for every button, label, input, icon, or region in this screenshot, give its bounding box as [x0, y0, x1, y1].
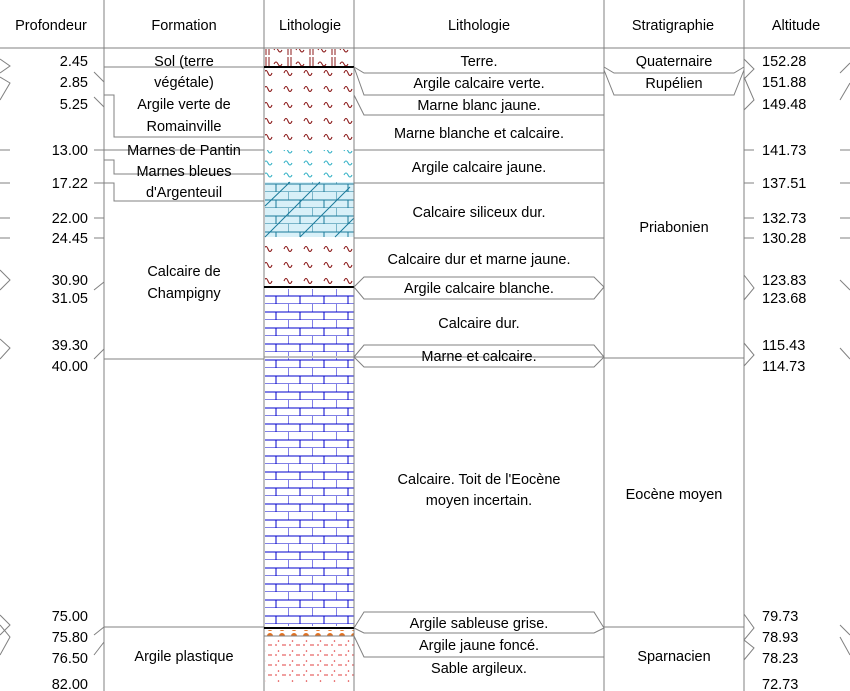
depth-label: 39.30 [51, 338, 88, 354]
depth-label: 31.05 [51, 291, 88, 307]
lithology-label: Calcaire dur et marne jaune. [387, 252, 571, 268]
litho-gravel [265, 630, 354, 636]
altitude-label: 123.83 [762, 273, 807, 289]
stratigraphy-label: Eocène moyen [625, 487, 723, 503]
formation-label: Calcaire de [147, 264, 221, 280]
litho-limestone-main [265, 358, 354, 626]
lithology-label: Marne et calcaire. [421, 349, 537, 365]
stratigraphy-label: Sparnacien [637, 649, 711, 665]
depth-label: 76.50 [51, 651, 88, 667]
lithology-label: Argile calcaire blanche. [404, 281, 554, 297]
altitude-label: 130.28 [762, 231, 807, 247]
formation-label: Argile verte de [137, 97, 231, 113]
depth-label: 5.25 [59, 97, 88, 113]
litho-sand [265, 637, 354, 683]
altitude-label: 152.28 [762, 54, 807, 70]
depth-label: 13.00 [51, 143, 88, 159]
formation-label: d'Argenteuil [145, 185, 223, 201]
altitude-label: 137.51 [762, 176, 807, 192]
altitude-label: 115.43 [762, 338, 806, 354]
lithology-label: Calcaire siliceux dur. [412, 205, 546, 221]
altitude-label: 132.73 [762, 211, 807, 227]
formation-label: Marnes de Pantin [127, 143, 241, 159]
depth-label: 2.85 [59, 75, 88, 91]
header-lithology: Lithologie [447, 18, 511, 34]
altitude-label: 151.88 [762, 75, 807, 91]
lithology-label: Argile jaune foncé. [418, 638, 540, 654]
altitude-label: 72.73 [762, 677, 799, 691]
lithology-label: Marne blanche et calcaire. [393, 126, 565, 142]
litho-yellow-clay [265, 150, 354, 182]
depth-label: 30.90 [51, 273, 88, 289]
lithology-label: Argile calcaire verte. [413, 76, 545, 92]
header-stratigraphy: Stratigraphie [631, 18, 715, 34]
stratigraphy-label: Rupélien [645, 76, 703, 92]
formation-label: Argile plastique [134, 649, 234, 665]
lithology-label: Argile calcaire jaune. [411, 160, 547, 176]
lithology-label: moyen incertain. [425, 493, 533, 509]
depth-label: 75.00 [51, 609, 88, 625]
depth-label: 22.00 [51, 211, 88, 227]
altitude-label: 79.73 [762, 609, 799, 625]
formation-label: Marnes bleues [136, 164, 232, 180]
lithology-label: Marne blanc jaune. [417, 98, 541, 114]
formation-label: végétale) [154, 75, 214, 91]
lithology-labels [388, 54, 571, 677]
litho-green-clay [265, 67, 354, 149]
stratigraphy-labels [626, 54, 723, 665]
lithology-label: Argile sableuse grise. [409, 616, 549, 632]
depth-label: 40.00 [51, 359, 88, 375]
altitude-label: 123.68 [762, 291, 807, 307]
litho-siliceous-limestone [265, 182, 354, 237]
lithology-label: Calcaire dur. [438, 316, 520, 332]
altitude-label: 149.48 [762, 97, 807, 113]
lithology-label: Terre. [460, 54, 498, 70]
altitude-labels [762, 54, 806, 691]
formation-label: Champigny [147, 286, 221, 302]
header-row [15, 18, 820, 34]
altitude-label: 78.93 [762, 630, 799, 646]
litho-limestone-upper [265, 289, 354, 356]
lithology-label: Sable argileux. [431, 661, 527, 677]
depth-labels [52, 54, 88, 691]
formation-label: Romainville [146, 119, 222, 135]
header-altitude: Altitude [771, 18, 821, 34]
depth-label: 17.22 [51, 176, 88, 192]
litho-limestone-marl [265, 238, 354, 286]
depth-label: 82.00 [51, 677, 88, 691]
lithology-column [265, 49, 354, 683]
litho-soil [265, 49, 354, 66]
lithology-label: Calcaire. Toit de l'Eocène [397, 472, 561, 488]
header-depth: Profondeur [15, 18, 87, 34]
depth-label: 24.45 [51, 231, 88, 247]
depth-label: 2.45 [59, 54, 88, 70]
header-lithology-pattern: Lithologie [278, 18, 342, 34]
formation-label: Sol (terre [154, 54, 214, 70]
header-formation: Formation [151, 18, 217, 34]
altitude-label: 114.73 [762, 359, 806, 375]
altitude-label: 141.73 [762, 143, 807, 159]
stratigraphy-label: Quaternaire [635, 54, 713, 70]
altitude-label: 78.23 [762, 651, 799, 667]
depth-label: 75.80 [51, 630, 88, 646]
stratigraphy-label: Priabonien [639, 220, 709, 236]
